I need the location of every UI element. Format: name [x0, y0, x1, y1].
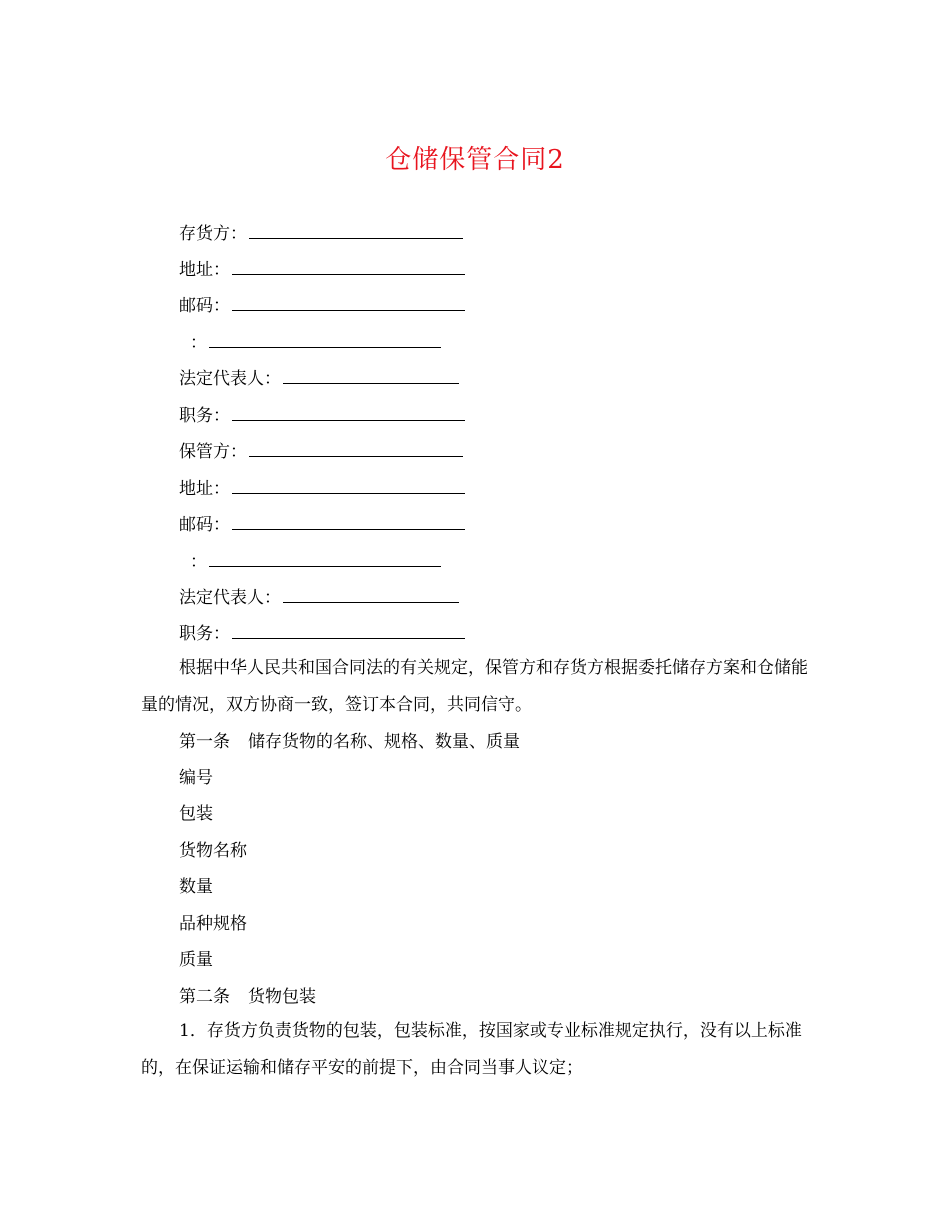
depositor-legal-rep-field — [179, 366, 459, 391]
custodian-position-field — [179, 621, 465, 646]
field-label: ： — [190, 333, 207, 353]
article-number: 第二条 — [179, 987, 230, 1007]
custodian-legal-rep-field — [179, 585, 459, 610]
depositor-address-field — [179, 257, 465, 282]
fill-blank — [232, 621, 465, 639]
custodian-address-field — [179, 476, 465, 501]
field-label: 地址： — [179, 260, 230, 280]
custodian-postcode-field — [179, 512, 465, 537]
article-2-heading — [179, 985, 316, 1009]
document-title: 仓储保管合同2 — [385, 145, 565, 175]
fill-blank — [209, 549, 441, 567]
article-1-item: 数量 — [179, 877, 213, 897]
article-title: 货物包装 — [248, 987, 316, 1007]
fill-blank — [232, 257, 465, 275]
article-2-clause-1: 1．存货方负责货物的包装，包装标准，按国家或专业标准规定执行，没有以上标准的，在保证运输和储存平安的前提下，由合同当事人议定； — [141, 1021, 802, 1078]
depositor-unnamed-field — [190, 330, 441, 355]
depositor-postcode-field — [179, 293, 465, 318]
article-1-item: 货物名称 — [179, 841, 247, 861]
field-label: 职务： — [179, 624, 230, 644]
fill-blank — [209, 330, 441, 348]
article-title: 储存货物的名称、规格、数量、质量 — [248, 732, 520, 752]
fill-blank — [283, 585, 459, 603]
fill-blank — [232, 512, 465, 530]
fill-blank — [249, 221, 463, 239]
custodian-field — [179, 439, 463, 464]
intro-paragraph: 根据中华人民共和国合同法的有关规定，保管方和存货方根据委托储存方案和仓储能量的情况，双方协商一致，签订本合同，共同信守。 — [141, 658, 808, 715]
article-1-item: 编号 — [179, 768, 213, 788]
field-label: 邮码： — [179, 296, 230, 316]
fill-blank — [232, 293, 465, 311]
field-label: 地址： — [179, 479, 230, 499]
article-1-heading — [179, 730, 520, 754]
field-label: 法定代表人： — [179, 588, 281, 608]
field-label: 邮码： — [179, 515, 230, 535]
field-label: 存货方： — [179, 224, 247, 244]
depositor-field — [179, 221, 463, 246]
custodian-unnamed-field — [190, 549, 441, 574]
depositor-position-field — [179, 403, 465, 428]
field-label: 职务： — [179, 406, 230, 426]
fill-blank — [232, 403, 465, 421]
field-label: ： — [190, 552, 207, 572]
fill-blank — [283, 366, 459, 384]
article-1-item: 质量 — [179, 950, 213, 970]
field-label: 法定代表人： — [179, 369, 281, 389]
article-1-item: 包装 — [179, 804, 213, 824]
field-label: 保管方： — [179, 442, 247, 462]
fill-blank — [232, 476, 465, 494]
article-number: 第一条 — [179, 732, 230, 752]
fill-blank — [249, 439, 463, 457]
article-1-item: 品种规格 — [179, 914, 247, 934]
